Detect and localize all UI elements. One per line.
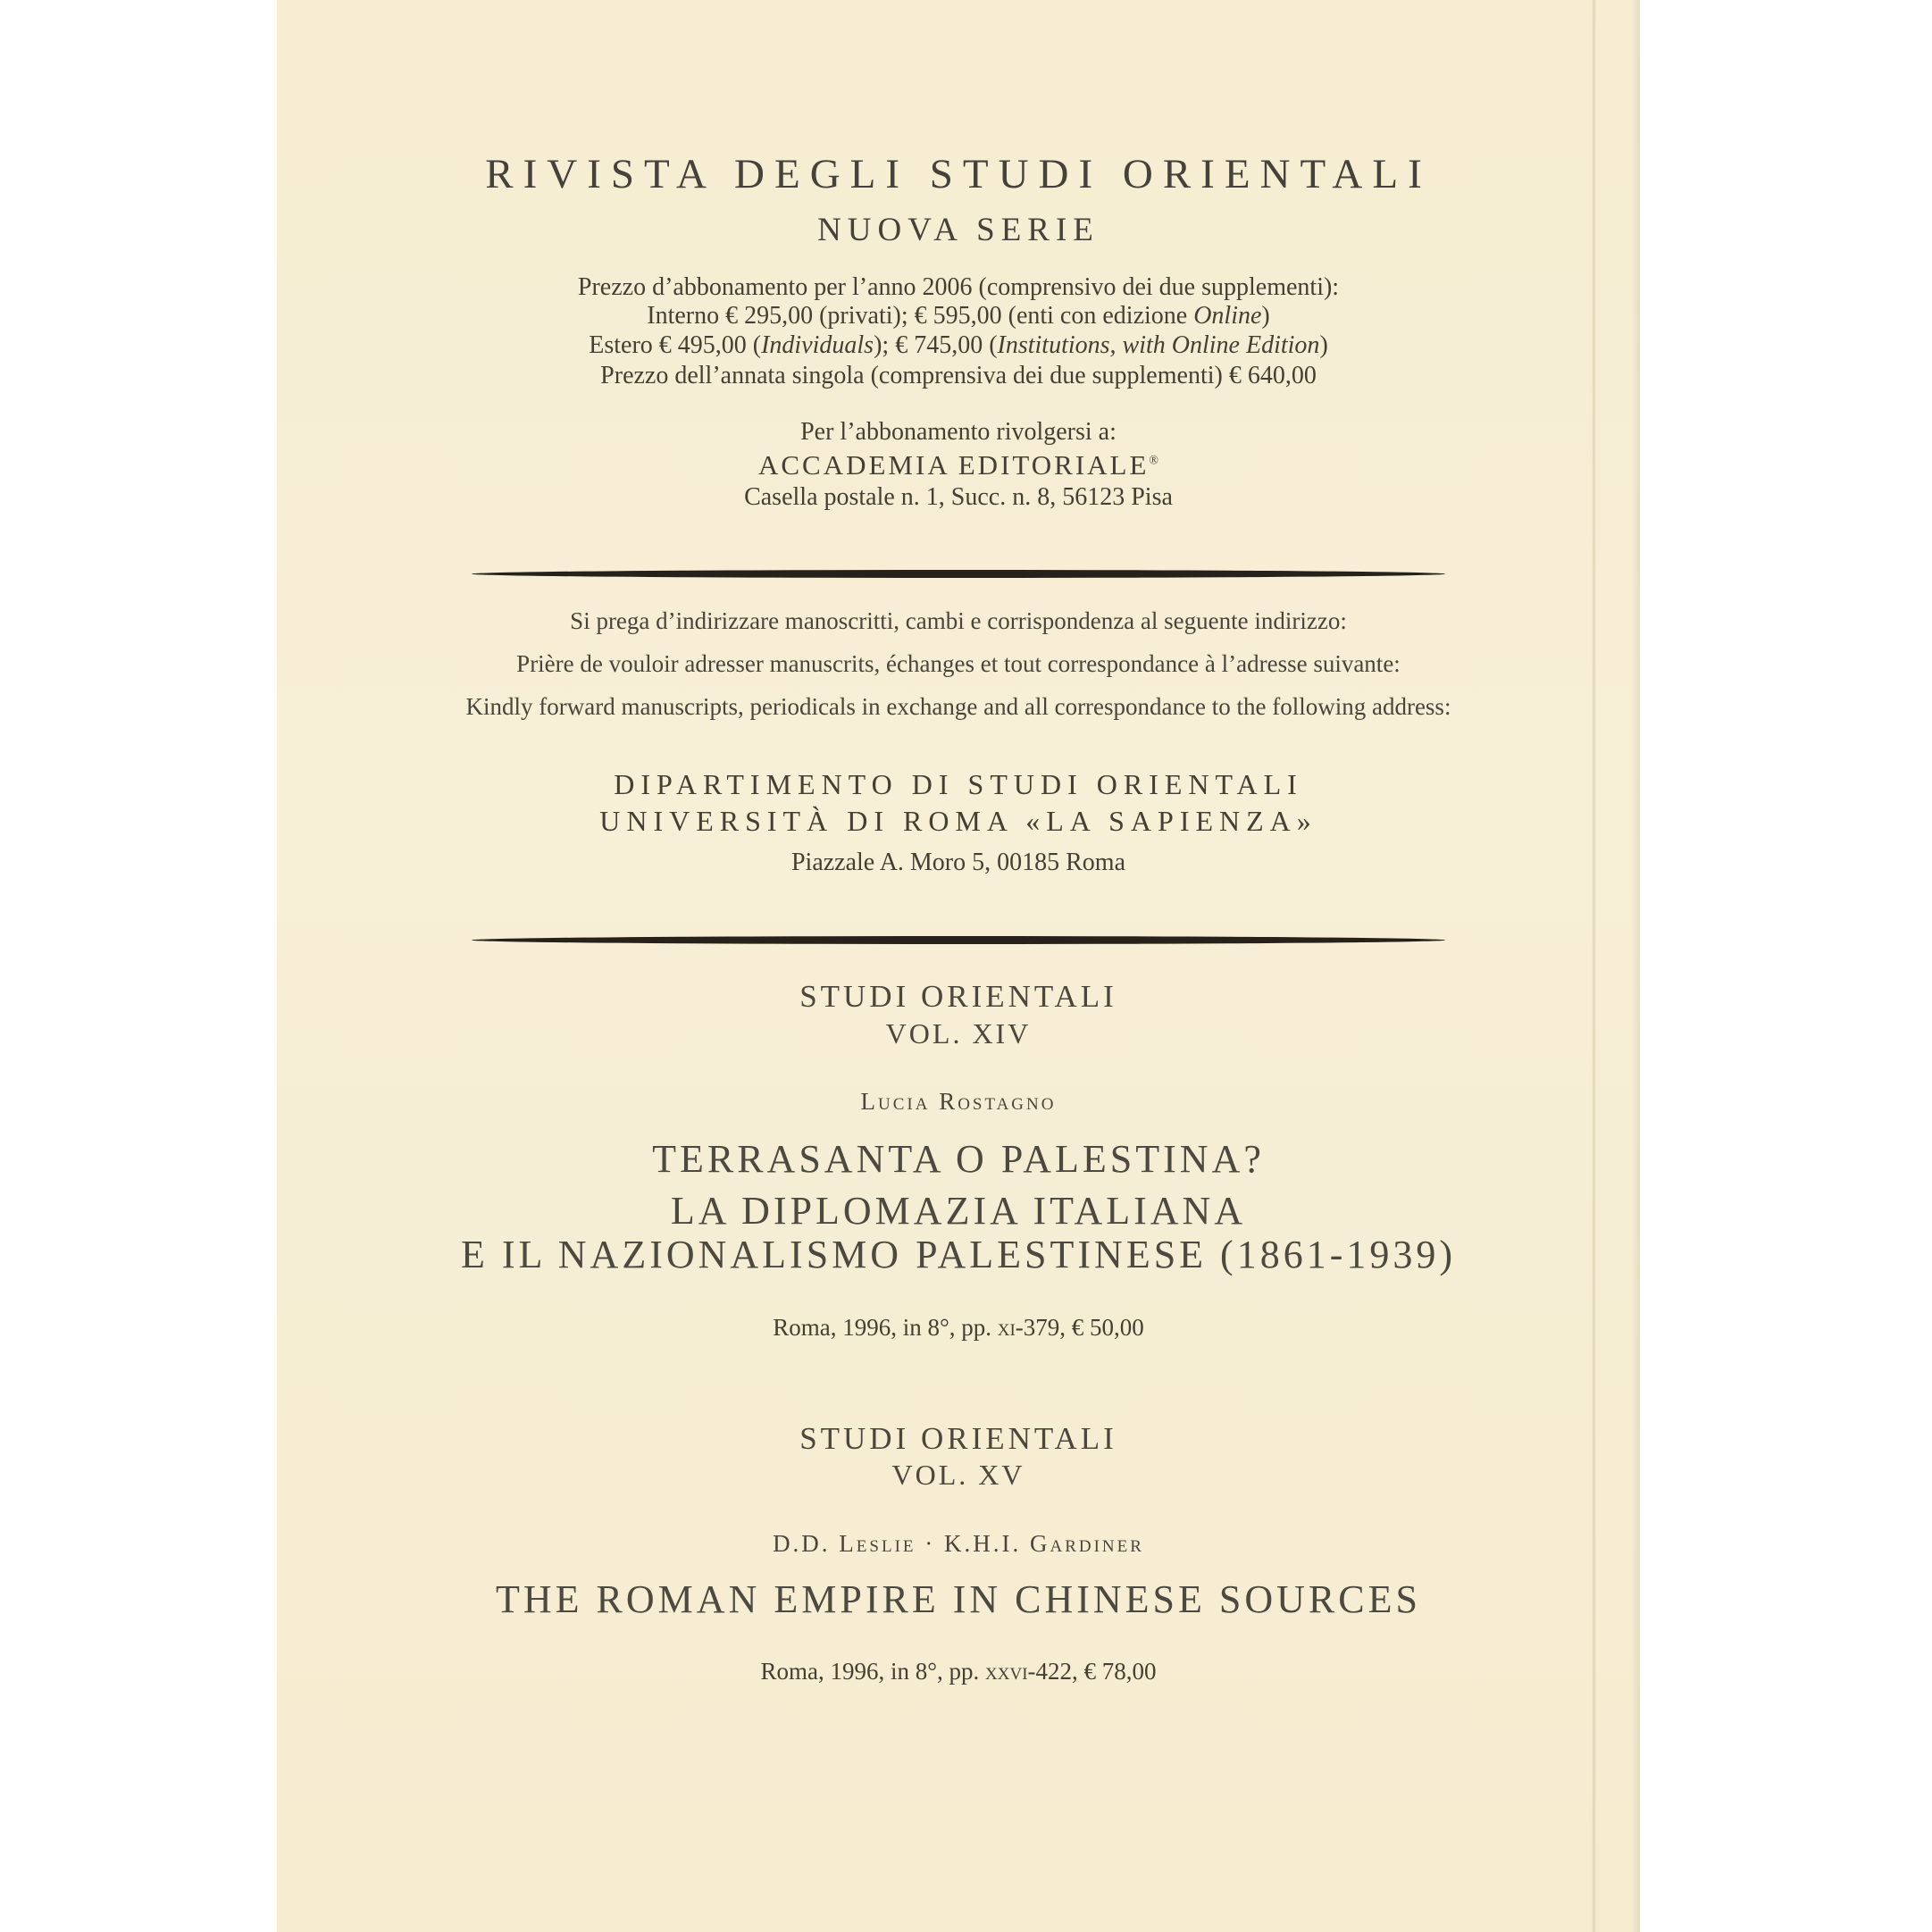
- vol14-imprint-text: Roma, 1996, in 8°, pp.: [773, 1314, 998, 1341]
- forward-notice-italian: Si prega d’indirizzare manoscritti, cambi e corrispondenza al seguente indirizzo:: [570, 607, 1347, 634]
- vol15-volume: VOL. XV: [891, 1459, 1025, 1491]
- vol14-imprint: [277, 1314, 1640, 1342]
- vol14-title-line2: LA DIPLOMAZIA ITALIANA: [670, 1189, 1247, 1233]
- subscription-estero-individuals: Individuals: [761, 331, 874, 359]
- vol14-author: Lucia Rostagno: [860, 1088, 1057, 1115]
- contact-intro: Per l’abbonamento rivolgersi a:: [800, 418, 1117, 446]
- subscription-annata: Prezzo dell’annata singola (comprensiva dei due supplementi) € 640,00: [600, 362, 1317, 389]
- vol14-title-line1: TERRASANTA O PALESTINA?: [652, 1137, 1265, 1181]
- subscription-interno: [277, 302, 1640, 330]
- vol15-imprint-price: , € 78,00: [1072, 1658, 1157, 1685]
- subscription-intro: Prezzo d’abbonamento per l’anno 2006 (comprensivo dei due supplementi):: [577, 273, 1340, 301]
- department-address: Piazzale A. Moro 5, 00185 Roma: [790, 849, 1126, 876]
- vol14-imprint-price: , € 50,00: [1059, 1314, 1144, 1341]
- vol15-authors: D.D. Leslie · K.H.I. Gardiner: [773, 1530, 1144, 1557]
- vol15-imprint-pages: xxvi-422: [985, 1658, 1073, 1685]
- subscription-estero-text2: ); € 745,00 (: [874, 331, 998, 359]
- publisher-name-text: ACCADEMIA EDITORIALE: [757, 449, 1150, 481]
- vol14-volume: VOL. XIV: [885, 1017, 1032, 1050]
- publisher-address: Casella postale n. 1, Succ. n. 8, 56123 Pisa: [744, 483, 1173, 511]
- department-name: DIPARTIMENTO DI STUDI ORIENTALI: [614, 768, 1303, 800]
- registered-trademark-symbol: ®: [1149, 454, 1159, 468]
- journal-title: RIVISTA DEGLI STUDI ORIENTALI: [485, 151, 1432, 197]
- vol15-series: STUDI ORIENTALI: [799, 1421, 1117, 1456]
- vol14-imprint-pages: xi-379: [997, 1314, 1060, 1341]
- subscription-interno-online: Online: [1193, 302, 1262, 330]
- vol15-title: THE ROMAN EMPIRE IN CHINESE SOURCES: [496, 1577, 1421, 1621]
- subscription-estero-close: ): [1319, 331, 1328, 359]
- publisher-name: [277, 449, 1640, 481]
- divider-rule-top: [472, 570, 1445, 578]
- subscription-interno-text: Interno € 295,00 (privati); € 595,00 (enti con edizione: [647, 302, 1194, 330]
- vol14-title-line3: E IL NAZIONALISMO PALESTINESE (1861-1939): [461, 1233, 1456, 1276]
- subscription-estero-institutions: Institutions, with Online Edition: [997, 331, 1320, 359]
- forward-notice-english: Kindly forward manuscripts, periodicals in exchange and all correspondance to the following address:: [465, 693, 1451, 720]
- vol15-imprint: [277, 1658, 1640, 1685]
- subscription-estero-text1: Estero € 495,00 (: [589, 331, 762, 359]
- journal-series: NUOVA SERIE: [817, 212, 1100, 248]
- page-edge-shadow: [1631, 0, 1640, 1932]
- subscription-estero: [277, 331, 1640, 360]
- subscription-interno-close: ): [1261, 302, 1270, 330]
- page-crease: [1592, 0, 1596, 1932]
- vol14-series: STUDI ORIENTALI: [799, 979, 1117, 1014]
- vol15-imprint-text: Roma, 1996, in 8°, pp.: [760, 1658, 986, 1685]
- divider-rule-bottom: [472, 936, 1445, 944]
- paper-sheet: [277, 0, 1640, 1932]
- forward-notice-french: Prière de vouloir adresser manuscrits, échanges et tout correspondance à l’adresse suivante:: [516, 650, 1401, 677]
- university-name: UNIVERSITÀ DI ROMA «LA SAPIENZA»: [599, 805, 1317, 837]
